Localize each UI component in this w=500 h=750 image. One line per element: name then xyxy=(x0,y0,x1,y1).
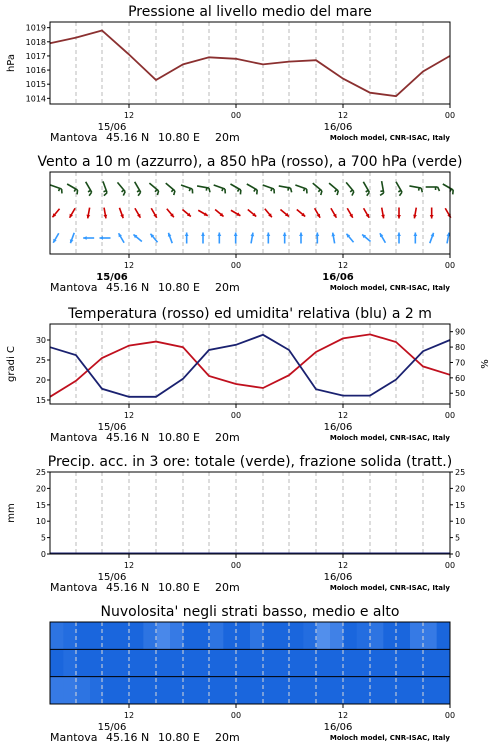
cloud-cell xyxy=(170,677,184,705)
rh-y-tick-label: 90 xyxy=(455,327,466,337)
cloud-cell xyxy=(223,677,237,705)
cloud-cell xyxy=(383,677,397,705)
cloud-cell xyxy=(130,677,144,705)
wind-barb-feather xyxy=(209,188,210,192)
cloud-cell xyxy=(143,649,157,677)
cloud-cell xyxy=(210,649,224,677)
wind-panel-station-name: Mantova xyxy=(50,281,98,294)
wind-panel xyxy=(37,154,462,294)
cloud-panel-date-label: 16/06 xyxy=(323,722,353,733)
pressure-panel-station-elevation: 20m xyxy=(215,131,240,144)
cloud-cell xyxy=(383,649,397,677)
temp-panel-station-name: Mantova xyxy=(50,431,98,444)
cloud-cell xyxy=(303,649,317,677)
cloud-cell xyxy=(223,622,237,650)
precip-y2-tick-label: 20 xyxy=(455,484,466,494)
wind-barb-feather xyxy=(222,188,223,191)
cloud-cell xyxy=(290,622,304,650)
pressure-y-tick-label: 1015 xyxy=(25,80,46,90)
precip-y-tick-label: 15 xyxy=(35,500,46,510)
wind-panel-date-label: 15/06 xyxy=(96,272,128,283)
rh-y-label: % xyxy=(480,359,491,369)
cloud-cell xyxy=(130,622,144,650)
cloud-cell xyxy=(130,649,144,677)
wind-barb-feather xyxy=(59,188,60,191)
cloud-cell xyxy=(237,677,251,705)
pressure-panel-station-lat: 45.16 N xyxy=(106,131,150,144)
cloud-panel-station-lat: 45.16 N xyxy=(106,731,150,744)
cloud-cell xyxy=(290,649,304,677)
cloud-cell xyxy=(397,677,411,705)
pressure-panel-date-label: 16/06 xyxy=(323,122,353,133)
precip-y-tick-label: 25 xyxy=(35,468,46,477)
temp-panel-x-tick-label: 12 xyxy=(123,411,135,420)
cloud-cell xyxy=(63,677,77,705)
wind-barb-feather xyxy=(288,188,289,191)
cloud-cell xyxy=(77,677,91,705)
pressure-y-label: hPa xyxy=(6,53,17,73)
temp-panel-station-elevation: 20m xyxy=(215,431,240,444)
cloud-cell xyxy=(277,622,291,650)
wind-barb-feather xyxy=(104,191,107,192)
temp-panel-x-tick-label: 00 xyxy=(444,411,456,420)
wind-barb-feather xyxy=(206,188,207,191)
cloud-cell xyxy=(357,649,371,677)
cloud-cell xyxy=(63,622,77,650)
pressure-panel-date-label: 15/06 xyxy=(97,122,127,133)
cloud-cell xyxy=(103,677,117,705)
precip-y-tick-label: 20 xyxy=(35,484,46,494)
cloud-cell xyxy=(103,622,117,650)
precip-panel-x-tick-label: 12 xyxy=(337,561,349,570)
pressure-panel-title: Pressione al livello medio del mare xyxy=(128,4,372,20)
cloud-cell xyxy=(437,677,451,705)
cloud-cell xyxy=(237,622,251,650)
wind-panel-date-label: 16/06 xyxy=(322,272,354,283)
wind-barb-feather xyxy=(304,188,305,191)
cloud-cell xyxy=(423,677,437,705)
cloud-cell xyxy=(197,677,211,705)
precip-panel-plot-area xyxy=(50,472,450,554)
cloud-panel-date-label: 15/06 xyxy=(97,722,127,733)
pressure-panel-x-tick-label: 00 xyxy=(444,111,456,120)
cloud-cell xyxy=(250,677,264,705)
cloud-cell xyxy=(383,622,397,650)
cloud-cell xyxy=(210,677,224,705)
precip-panel-station-lon: 10.80 E xyxy=(158,581,200,594)
precip-y-tick-label: 10 xyxy=(35,517,46,527)
cloud-cell xyxy=(370,622,384,650)
temp-panel-station-lon: 10.80 E xyxy=(158,431,200,444)
cloud-panel-title: Nuvolosita' negli strati basso, medio e alto xyxy=(100,604,400,620)
precip-y2-tick-label: 25 xyxy=(455,468,466,477)
temp-panel-credit: Moloch model, CNR-ISAC, Italy xyxy=(329,434,450,442)
pressure-panel-credit: Moloch model, CNR-ISAC, Italy xyxy=(329,134,450,142)
pressure-panel-plot-area xyxy=(50,22,450,104)
cloud-cell xyxy=(290,677,304,705)
pressure-y-tick-label: 1014 xyxy=(25,94,46,104)
cloud-cell xyxy=(330,622,344,650)
cloud-cell xyxy=(317,622,331,650)
cloud-cell xyxy=(423,622,437,650)
cloud-cell xyxy=(183,677,197,705)
precip-y-label: mm xyxy=(6,503,17,523)
cloud-cell xyxy=(397,622,411,650)
precip-panel-date-label: 15/06 xyxy=(97,572,127,583)
pressure-panel-station-name: Mantova xyxy=(50,131,98,144)
cloud-cell xyxy=(410,677,424,705)
pressure-y-tick-label: 1016 xyxy=(25,66,46,76)
pressure-panel xyxy=(6,4,455,144)
precip-y2-tick-label: 10 xyxy=(455,517,466,527)
precip-panel-credit: Moloch model, CNR-ISAC, Italy xyxy=(329,584,450,592)
cloud-cell xyxy=(423,649,437,677)
cloud-cell xyxy=(197,649,211,677)
cloud-cell xyxy=(63,649,77,677)
precip-panel-date-label: 16/06 xyxy=(323,572,353,583)
wind-barb-feather xyxy=(419,188,420,191)
rh-y-tick-label: 50 xyxy=(455,389,466,399)
precip-panel-x-tick-label: 00 xyxy=(230,561,242,570)
cloud-cell xyxy=(50,649,64,677)
rh-y-tick-label: 80 xyxy=(455,343,466,353)
precip-panel-x-tick-label: 12 xyxy=(123,561,135,570)
cloud-cell xyxy=(263,649,277,677)
cloud-cell xyxy=(157,677,171,705)
temp-panel-x-tick-label: 00 xyxy=(230,411,242,420)
cloud-cell xyxy=(50,677,64,705)
cloud-cell xyxy=(303,622,317,650)
cloud-cell xyxy=(263,622,277,650)
cloud-cell xyxy=(343,622,357,650)
cloud-cell xyxy=(343,649,357,677)
temp-panel-title: Temperatura (rosso) ed umidita' relativa (blu) a 2 m xyxy=(68,306,432,322)
wind-barb-feather xyxy=(271,188,272,191)
cloud-cell xyxy=(250,649,264,677)
cloud-cell xyxy=(223,649,237,677)
cloud-cell xyxy=(370,677,384,705)
cloud-cell xyxy=(143,622,157,650)
temp-y-tick-label: 15 xyxy=(35,396,46,405)
temp-y-tick-label: 30 xyxy=(35,336,46,345)
cloud-cell xyxy=(357,622,371,650)
precip-y2-tick-label: 0 xyxy=(455,550,461,559)
precip-panel xyxy=(6,454,465,594)
wind-panel-station-lon: 10.80 E xyxy=(158,281,200,294)
cloud-cell xyxy=(357,677,371,705)
cloud-cell xyxy=(277,677,291,705)
temp-panel-x-tick-label: 12 xyxy=(337,411,349,420)
cloud-panel xyxy=(50,604,455,744)
cloud-panel-x-tick-label: 00 xyxy=(230,711,242,720)
wind-panel-plot-area xyxy=(50,172,450,254)
temp-panel-date-label: 16/06 xyxy=(323,422,353,433)
cloud-panel-x-tick-label: 00 xyxy=(444,711,456,720)
wind-panel-x-tick-label: 12 xyxy=(337,261,349,270)
cloud-cell xyxy=(210,622,224,650)
cloud-cell xyxy=(170,649,184,677)
cloud-cell xyxy=(237,649,251,677)
cloud-cell xyxy=(103,649,117,677)
cloud-cell xyxy=(343,677,357,705)
wind-barb-feather xyxy=(291,188,292,192)
cloud-cell xyxy=(170,622,184,650)
pressure-panel-x-tick-label: 12 xyxy=(123,111,135,120)
cloud-cell xyxy=(330,677,344,705)
cloud-cell xyxy=(410,622,424,650)
cloud-cell xyxy=(317,677,331,705)
wind-panel-x-tick-label: 00 xyxy=(230,261,242,270)
temp-panel xyxy=(6,306,491,444)
cloud-cell xyxy=(277,649,291,677)
wind-panel-title: Vento a 10 m (azzurro), a 850 hPa (rosso), a 700 hPa (verde) xyxy=(37,154,463,170)
precip-panel-station-lat: 45.16 N xyxy=(106,581,150,594)
cloud-panel-x-tick-label: 12 xyxy=(123,711,135,720)
cloud-panel-station-elevation: 20m xyxy=(215,731,240,744)
cloud-cell xyxy=(117,649,131,677)
cloud-cell xyxy=(117,622,131,650)
cloud-cell xyxy=(157,649,171,677)
cloud-cell xyxy=(303,677,317,705)
cloud-cell xyxy=(370,649,384,677)
cloud-cell xyxy=(143,677,157,705)
cloud-panel-station-name: Mantova xyxy=(50,731,98,744)
pressure-panel-x-tick-label: 12 xyxy=(337,111,349,120)
wind-panel-station-elevation: 20m xyxy=(215,281,240,294)
pressure-panel-x-tick-label: 00 xyxy=(230,111,242,120)
precip-panel-station-elevation: 20m xyxy=(215,581,240,594)
pressure-y-tick-label: 1017 xyxy=(25,51,46,61)
cloud-cell xyxy=(197,622,211,650)
cloud-cell xyxy=(317,649,331,677)
cloud-cell xyxy=(437,622,451,650)
wind-barb-feather xyxy=(380,191,383,192)
rh-y-tick-label: 60 xyxy=(455,373,466,383)
rh-y-tick-label: 70 xyxy=(455,358,466,368)
precip-panel-title: Precip. acc. in 3 ore: totale (verde), frazione solida (tratt.) xyxy=(47,454,453,470)
precip-y-tick-label: 5 xyxy=(40,533,46,543)
cloud-cell xyxy=(437,649,451,677)
cloud-panel-x-tick-label: 12 xyxy=(337,711,349,720)
cloud-cell xyxy=(50,622,64,650)
pressure-y-tick-label: 1018 xyxy=(25,37,46,47)
wind-panel-x-tick-label: 12 xyxy=(123,261,135,270)
cloud-cell xyxy=(250,622,264,650)
temp-y-tick-label: 20 xyxy=(35,376,46,385)
temp-panel-station-lat: 45.16 N xyxy=(106,431,150,444)
cloud-cell xyxy=(263,677,277,705)
precip-y-tick-label: 0 xyxy=(40,550,46,559)
cloud-cell xyxy=(397,649,411,677)
cloud-cell xyxy=(77,622,91,650)
wind-barb-feather xyxy=(189,188,190,191)
temp-y-tick-label: 25 xyxy=(35,356,46,365)
pressure-y-tick-label: 1019 xyxy=(25,23,46,33)
cloud-cell xyxy=(157,622,171,650)
temp-y-label: gradi C xyxy=(6,346,17,382)
precip-panel-x-tick-label: 00 xyxy=(444,561,456,570)
precip-y2-tick-label: 5 xyxy=(455,533,461,543)
cloud-cell xyxy=(77,649,91,677)
precip-panel-station-name: Mantova xyxy=(50,581,98,594)
cloud-cell xyxy=(117,677,131,705)
wind-barb-feather xyxy=(421,188,422,192)
cloud-cell xyxy=(183,649,197,677)
wind-panel-credit: Moloch model, CNR-ISAC, Italy xyxy=(329,284,450,292)
cloud-panel-station-lon: 10.80 E xyxy=(158,731,200,744)
cloud-panel-credit: Moloch model, CNR-ISAC, Italy xyxy=(329,734,450,742)
cloud-cell xyxy=(410,649,424,677)
wind-panel-x-tick-label: 00 xyxy=(444,261,456,270)
cloud-cell xyxy=(330,649,344,677)
precip-y2-tick-label: 15 xyxy=(455,500,466,510)
temp-panel-date-label: 15/06 xyxy=(97,422,127,433)
wind-panel-station-lat: 45.16 N xyxy=(106,281,150,294)
cloud-cell xyxy=(183,622,197,650)
pressure-panel-station-lon: 10.80 E xyxy=(158,131,200,144)
